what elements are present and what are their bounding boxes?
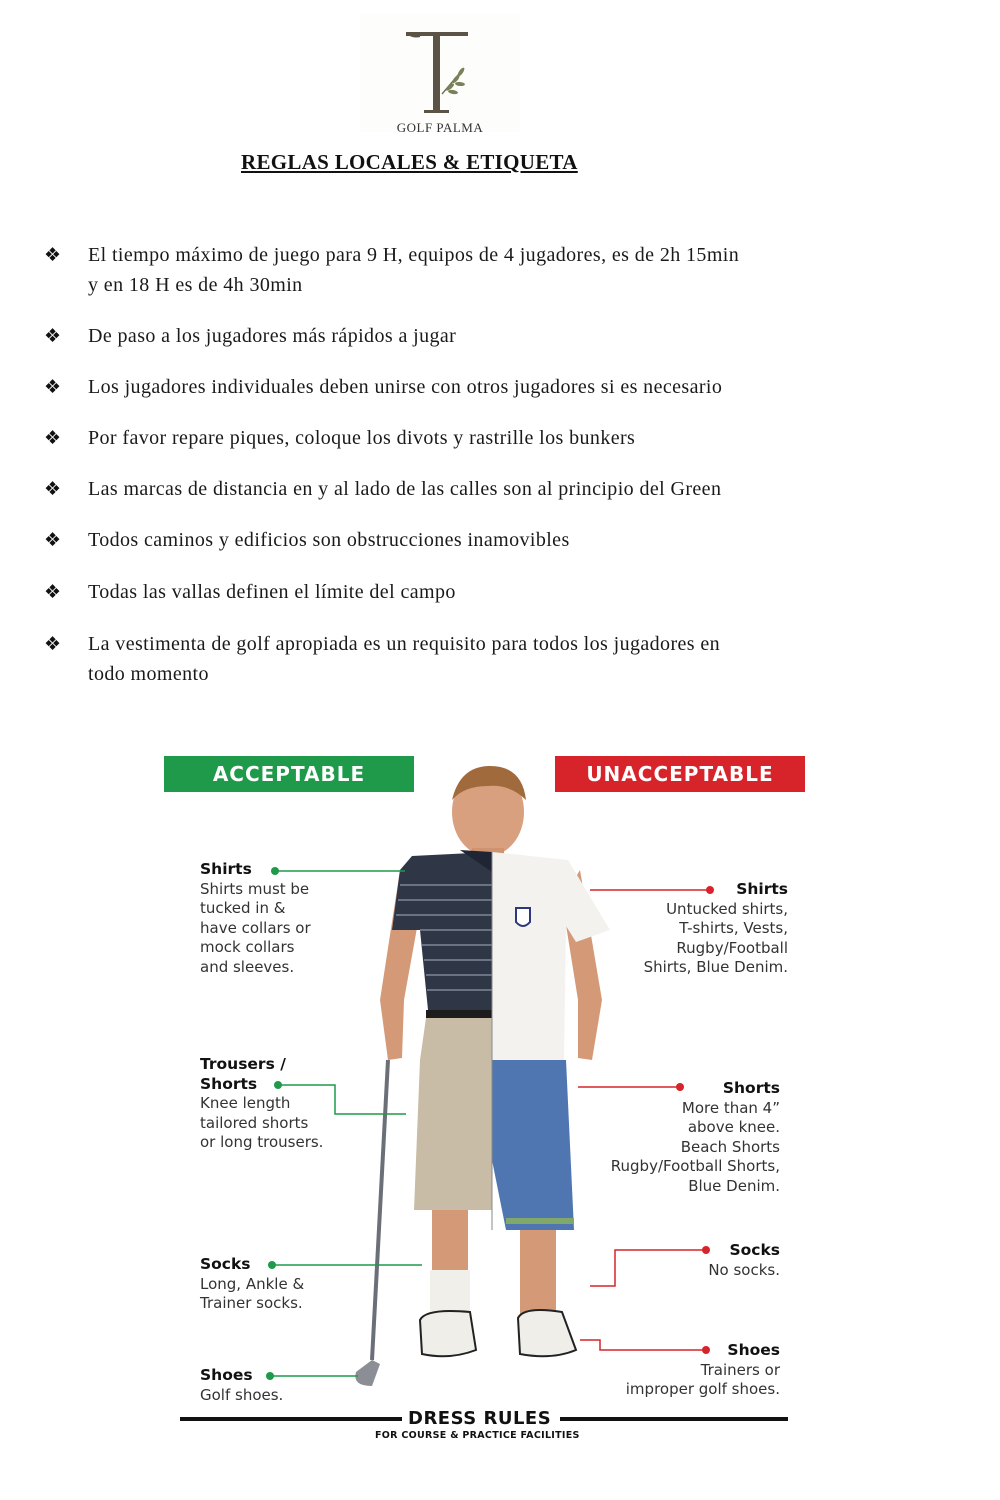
dress-rules-subtitle: FOR COURSE & PRACTICE FACILITIES <box>375 1430 580 1441</box>
rule-text-line: Por favor repare piques, coloque los divots y rastrille los bunkers <box>88 427 636 449</box>
rule-item <box>44 629 720 689</box>
acceptable-socks-label <box>200 1255 304 1314</box>
diamond-bullet-icon: ❖ <box>44 529 62 551</box>
acceptable-trousers-title: Trousers / <box>200 1055 286 1073</box>
unacceptable-socks-title: Socks <box>729 1241 780 1259</box>
label-line: Knee length <box>200 1094 291 1112</box>
diamond-bullet-icon: ❖ <box>44 427 62 449</box>
acceptable-socks-title: Socks <box>200 1255 251 1273</box>
dress-rules-infographic <box>160 750 810 1450</box>
dress-rules-title: DRESS RULES <box>408 1408 552 1429</box>
label-line: No socks. <box>708 1260 780 1279</box>
document-title: REGLAS LOCALES & ETIQUETA <box>241 150 578 174</box>
rule-text-line: y en 18 H es de 4h 30min <box>88 274 303 296</box>
diamond-bullet-icon: ❖ <box>44 244 62 266</box>
rule-text-line: Los jugadores individuales deben unirse con otros jugadores si es necesario <box>88 376 723 398</box>
label-line: Untucked shirts, <box>666 899 788 918</box>
diamond-bullet-icon: ❖ <box>44 478 62 500</box>
label-line: Rugby/Football Shorts, <box>610 1157 780 1175</box>
diamond-bullet-icon: ❖ <box>44 376 62 398</box>
logo-text: GOLF PALMA <box>396 120 484 135</box>
rule-text-line: El tiempo máximo de juego para 9 H, equipos de 4 jugadores, es de 2h 15min <box>88 244 740 266</box>
golf-palma-logo <box>360 14 520 135</box>
label-line: improper golf shoes. <box>625 1380 780 1398</box>
rule-text-line: La vestimenta de golf apropiada es un requisito para todos los jugadores en <box>88 633 721 655</box>
unacceptable-shorts-title: Shorts <box>722 1079 780 1097</box>
acceptable-trousers-title: Shorts <box>200 1074 258 1093</box>
acceptable-trousers-label <box>200 1055 323 1153</box>
rule-item <box>44 577 456 607</box>
label-line: Shirts must be <box>200 879 310 898</box>
label-line: Trainers or <box>700 1360 780 1379</box>
rule-text-line: Todas las vallas definen el límite del campo <box>88 581 456 603</box>
unacceptable-badge: UNACCEPTABLE <box>555 756 805 792</box>
label-line: Blue Denim. <box>688 1176 780 1195</box>
diamond-bullet-icon: ❖ <box>44 325 62 347</box>
unacceptable-shoes-title: Shoes <box>727 1341 780 1359</box>
acceptable-badge: ACCEPTABLE <box>164 756 414 792</box>
rule-item <box>44 372 722 402</box>
unacceptable-socks-label <box>708 1241 780 1280</box>
label-line: above knee. <box>687 1118 780 1136</box>
diamond-bullet-icon: ❖ <box>44 633 62 655</box>
diamond-bullet-icon: ❖ <box>44 581 62 603</box>
rule-item <box>44 423 635 453</box>
rule-item <box>44 525 570 555</box>
acceptable-shirts-title: Shirts <box>200 860 252 878</box>
label-line: Shirts, Blue Denim. <box>643 958 788 976</box>
acceptable-shoes-title: Shoes <box>200 1366 253 1384</box>
label-line: Beach Shorts <box>680 1137 780 1156</box>
label-line: tucked in & <box>200 899 286 917</box>
unacceptable-shorts-label <box>611 1079 780 1196</box>
footer-rule-left <box>180 1417 402 1421</box>
label-line: More than 4” <box>681 1098 780 1117</box>
acceptable-shirts-label <box>200 860 311 977</box>
rule-text-line: todo momento <box>88 663 209 685</box>
label-line: or long trousers. <box>200 1133 324 1151</box>
rule-item <box>44 474 721 504</box>
logo-t-monogram-icon <box>406 32 476 114</box>
label-line: Golf shoes. <box>200 1385 284 1404</box>
rule-text-line: Todos caminos y edificios son obstrucciones inamovibles <box>88 529 570 551</box>
rule-text-line: De paso a los jugadores más rápidos a jugar <box>88 325 457 347</box>
label-line: Trainer socks. <box>200 1294 303 1312</box>
rule-item <box>44 240 739 300</box>
label-line: have collars or <box>200 918 311 937</box>
rule-text-line: Las marcas de distancia en y al lado de las calles son al principio del Green <box>88 478 722 500</box>
acceptable-shoes-label <box>200 1366 283 1405</box>
unacceptable-shoes-label <box>626 1341 780 1400</box>
label-line: T-shirts, Vests, <box>679 919 788 937</box>
label-line: mock collars <box>200 938 295 956</box>
label-line: tailored shorts <box>200 1113 309 1132</box>
unacceptable-shirts-label <box>644 880 788 978</box>
rule-item <box>44 321 456 351</box>
label-line: and sleeves. <box>200 957 295 976</box>
label-line: Long, Ankle & <box>200 1274 305 1293</box>
label-line: Rugby/Football <box>676 938 788 957</box>
unacceptable-shirts-title: Shirts <box>736 880 788 898</box>
footer-rule-right <box>560 1417 788 1421</box>
